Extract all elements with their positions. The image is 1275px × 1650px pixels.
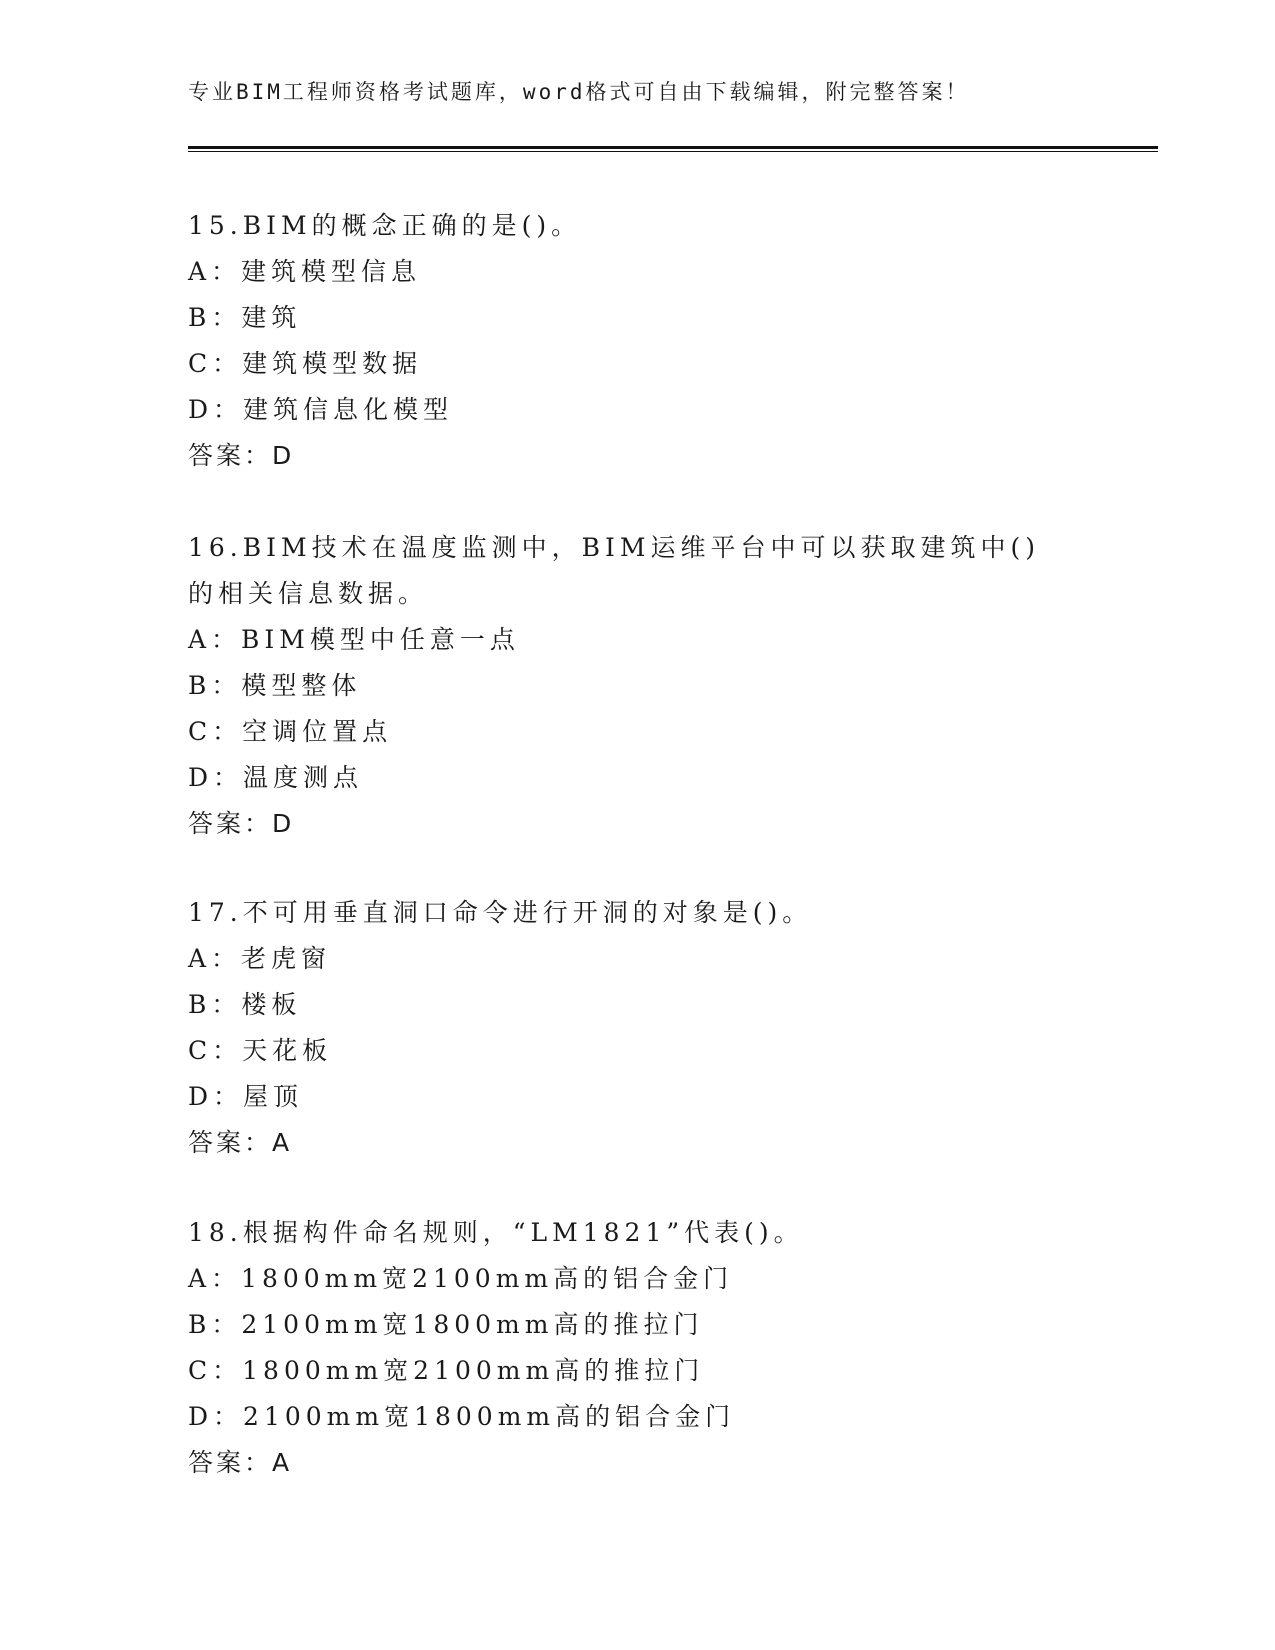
header-divider-thick <box>188 146 1158 149</box>
option-d: D：2100mm宽1800mm高的铝合金门 <box>188 1402 736 1431</box>
option-c: C：空调位置点 <box>188 717 393 746</box>
answer-line: 答案：A <box>188 1448 293 1477</box>
option-a: A：老虎窗 <box>188 944 332 973</box>
question-block <box>188 1210 1088 1486</box>
option-b: B：模型整体 <box>188 671 362 700</box>
question-stem: 15.BIM的概念正确的是()。 <box>188 211 582 240</box>
option-d: D：温度测点 <box>188 763 364 792</box>
question-stem: 17.不可用垂直洞口命令进行开洞的对象是()。 <box>188 898 813 927</box>
question-stem: 16.BIM技术在温度监测中，BIM运维平台中可以获取建筑中()的相关信息数据。 <box>188 533 1040 608</box>
option-c: C：天花板 <box>188 1036 333 1065</box>
answer-line: 答案：A <box>188 1128 293 1157</box>
question-block <box>188 203 1088 479</box>
option-a: A：建筑模型信息 <box>188 257 422 286</box>
option-c: C：1800mm宽2100mm高的推拉门 <box>188 1356 705 1385</box>
option-d: D：屋顶 <box>188 1082 304 1111</box>
answer-line: 答案：D <box>188 809 295 838</box>
page-header-title: 专业BIM工程师资格考试题库，word格式可自由下载编辑，附完整答案！ <box>188 80 970 104</box>
option-b: B：楼板 <box>188 990 302 1019</box>
question-block <box>188 525 1088 847</box>
option-b: B：2100mm宽1800mm高的推拉门 <box>188 1310 704 1339</box>
question-block <box>188 890 1088 1166</box>
option-c: C：建筑模型数据 <box>188 349 423 378</box>
header-divider-thin <box>188 151 1158 152</box>
option-d: D：建筑信息化模型 <box>188 395 454 424</box>
option-a: A：BIM模型中任意一点 <box>188 625 520 654</box>
answer-line: 答案：D <box>188 441 295 470</box>
option-a: A：1800mm宽2100mm高的铝合金门 <box>188 1264 734 1293</box>
question-stem: 18.根据构件命名规则，“LM1821”代表()。 <box>188 1218 804 1247</box>
option-b: B：建筑 <box>188 303 302 332</box>
